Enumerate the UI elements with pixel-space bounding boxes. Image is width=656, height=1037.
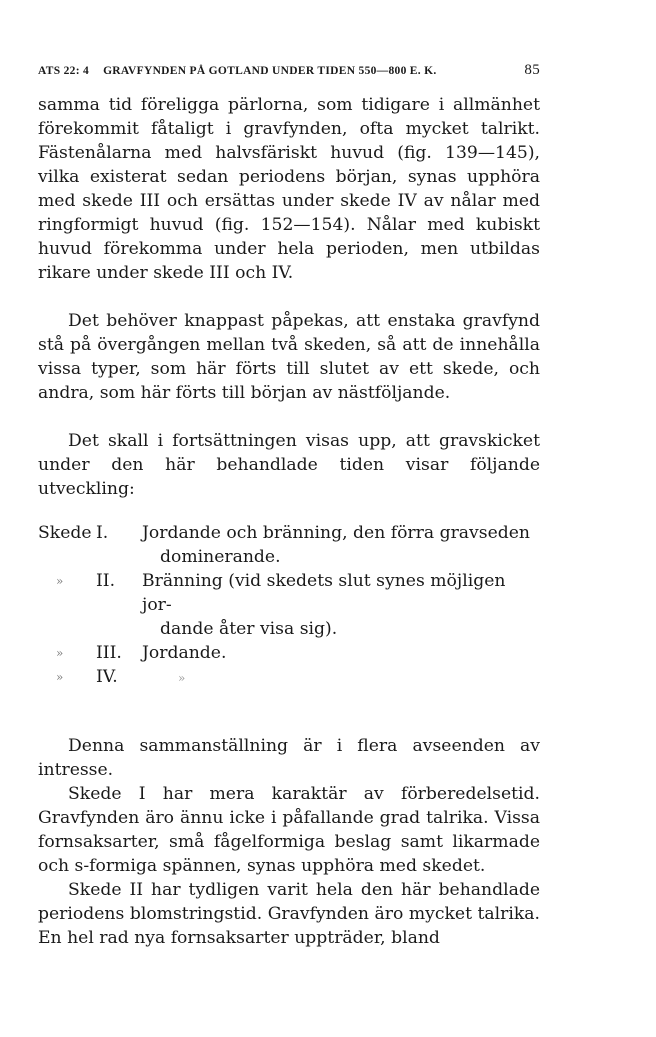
stage-description-continuation: dominerande. (160, 547, 281, 567)
stage-row (38, 665, 540, 690)
stage-description (142, 569, 540, 641)
page-number: 85 (524, 62, 540, 78)
stage-number: I. (96, 523, 109, 543)
paragraph-4: Denna sammanställning är i flera avseenden av intresse. (38, 736, 540, 780)
stage-list (38, 521, 540, 690)
stage-number: IV. (96, 667, 118, 687)
book-page (38, 62, 540, 950)
stage-description-line: Jordande. (142, 643, 227, 663)
stage-description (142, 665, 540, 690)
stage-description-line: Jordande och bränning, den förra gravseden (142, 523, 530, 543)
stage-description-line: Bränning (vid skedets slut synes möjligen jor- (142, 571, 506, 615)
ditto-mark: » (56, 646, 64, 660)
ditto-mark: » (56, 574, 64, 588)
stage-row (38, 569, 540, 641)
running-title: GRAVFYNDEN PÅ GOTLAND UNDER TIDEN 550—800 E. K. (103, 65, 437, 77)
stage-description (142, 521, 540, 569)
paragraph-3: Det skall i fortsättningen visas upp, att gravskicket under den här behandlade tiden visar följande utveckling: (38, 431, 540, 499)
ditto-mark: » (178, 671, 186, 685)
running-header (38, 62, 540, 79)
stage-number: III. (96, 643, 122, 663)
stage-row (38, 641, 540, 665)
stage-row (38, 521, 540, 569)
paragraph-5: Skede I har mera karaktär av förberedelsetid. Gravfynden äro ännu icke i påfallande grad talrika. Vissa fornsaksarter, små fågelformiga beslag samt likarmade och s-formiga spännen, synas upphöra med skedet. (38, 784, 540, 876)
paragraph-2: Det behöver knappast påpekas, att enstaka gravfynd stå på övergången mellan två skeden, så att de innehålla vissa typer, som här förts till slutet av ett skede, och andra, som här förts till början av nästföljande. (38, 311, 540, 403)
stage-number: II. (96, 571, 116, 591)
ditto-mark: » (56, 670, 64, 684)
paragraph-1: samma tid föreligga pärlorna, som tidigare i allmänhet förekommit fåtaligt i gravfynden, ofta mycket talrikt. Fästenålarna med halvsfäriskt huvud (fig. 139—145), vilka existerat sedan periodens början, synas upphöra med skede III och ersättas under skede IV av nålar med ringformigt huvud (fig. 152—154). Nålar med kubiskt huvud förekomma under hela perioden, men utbildas rikare under skede III och IV. (38, 95, 540, 283)
stage-description-continuation: dande åter visa sig). (160, 619, 338, 639)
paragraph-6: Skede II har tydligen varit hela den här behandlade periodens blomstringstid. Gravfynden äro mycket talrika. En hel rad nya fornsaksarter uppträder, bland (38, 880, 540, 948)
series-label: ATS 22: 4 (38, 65, 90, 77)
stage-description (142, 641, 540, 665)
stage-word: Skede (38, 523, 92, 543)
